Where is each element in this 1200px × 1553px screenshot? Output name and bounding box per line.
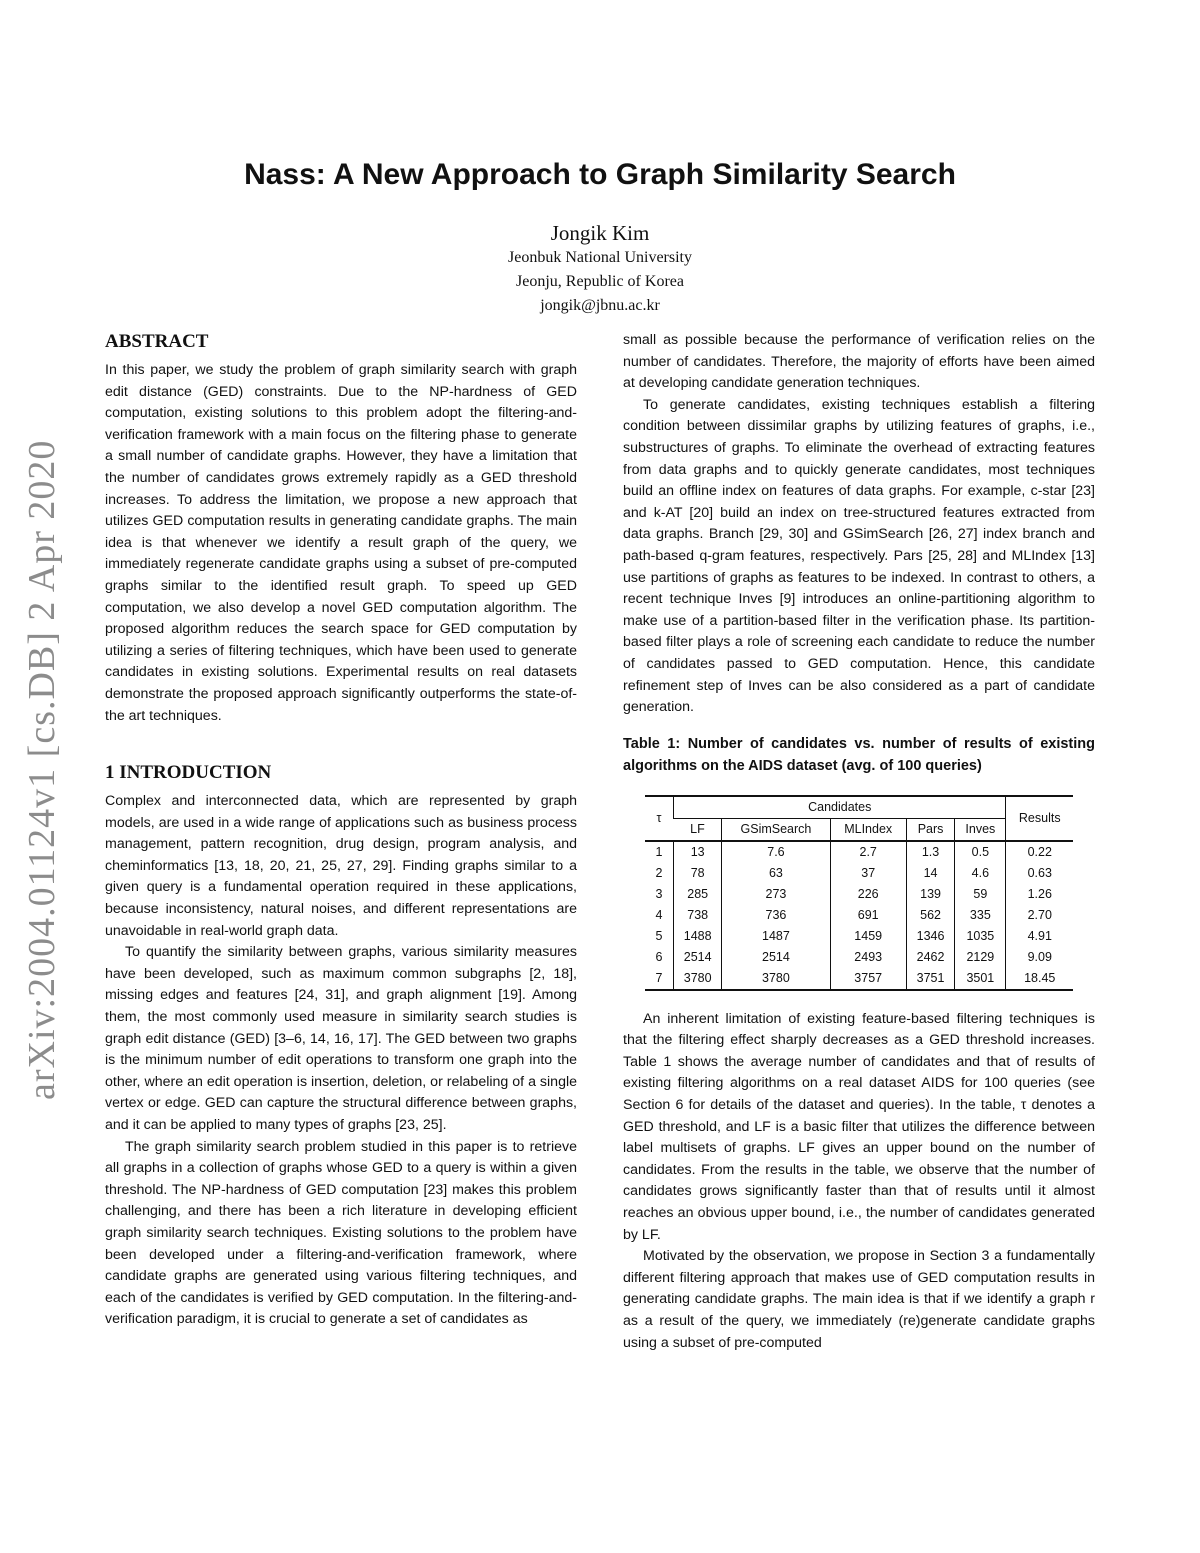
table-cell: 3501: [955, 968, 1006, 990]
table-cell: 78: [674, 863, 722, 884]
table-cell: 0.22: [1006, 841, 1073, 863]
table-cell: 1488: [674, 926, 722, 947]
table-cell: 59: [955, 884, 1006, 905]
table-row: [645, 968, 1073, 990]
candidates-group-header: Candidates: [674, 796, 1006, 819]
intro-paragraph-3: The graph similarity search problem studied in this paper is to retrieve all graphs in a collection of graphs whose GED to a query is within a given threshold. The NP-hardness of GED computation [23] makes this problem challenging, and there has been a rich literature in developing efficient graph similarity search techniques. Existing solutions to the problem have been developed under a filtering-and-verification framework, where candidate graphs are generated using various filtering techniques, and each of the candidates is verified by GED computation. In the filtering-and-verification paradigm, it is crucial to generate a set of candidates as: [105, 1138, 577, 1328]
arxiv-watermark: arXiv:2004.01124v1 [cs.DB] 2 Apr 2020: [21, 439, 63, 1100]
table-cell: 18.45: [1006, 968, 1073, 990]
table-cell: 226: [830, 884, 906, 905]
results-header: Results: [1006, 796, 1073, 841]
table-cell: 1.3: [906, 841, 954, 863]
author-email: jongik@jbnu.ac.kr: [540, 297, 660, 314]
table-cell: 1346: [906, 926, 954, 947]
right-column: [623, 330, 1095, 1354]
column-header-pars: Pars: [906, 818, 954, 841]
table-cell: 2514: [722, 947, 830, 968]
intro-paragraph-1: Complex and interconnected data, which are represented by graph models, are used in a wide range of applications such as business process management, pattern recognition, drug design, program analysis, and cheminformatics [13, 18, 20, 21, 25, 27, 29]. Finding graphs similar to a given query is a fundamental operation required in these applications, because inconsistency, natural noises, and different representations are unavoidable in real-world graph data.: [105, 793, 577, 939]
right-paragraph-3: An inherent limitation of existing feature-based filtering techniques is that the filtering effect sharply decreases as a GED threshold increases. Table 1 shows the average number of candidates and that of results of existing filtering algorithms on a real dataset AIDS for 100 queries (see Section 6 for details of the dataset and queries). In the table, τ denotes a GED threshold, and LF is a basic filter that utilizes the difference between label multisets of graphs. LF gives an upper bound on the number of candidates. From the results in the table, we observe that the number of candidates grows significantly faster than that of results until it almost reaches an obvious upper bound, i.e., the number of candidates generated by LF.: [623, 1010, 1095, 1243]
table-cell: 2514: [674, 947, 722, 968]
table-cell: 4.91: [1006, 926, 1073, 947]
table-cell: 2129: [955, 947, 1006, 968]
column-header-lf: LF: [674, 818, 722, 841]
table-cell: 3: [655, 886, 663, 901]
table-cell: 1: [645, 841, 674, 863]
table-cell: 0.63: [1006, 863, 1073, 884]
table-row: [645, 841, 1073, 863]
table-cell: 1487: [722, 926, 830, 947]
right-paragraph-1: small as possible because the performance of verification relies on the number of candidates. Therefore, the majority of efforts have been aimed at developing candidate generation techniques.: [623, 332, 1095, 392]
column-header-gsimsearch: GSimSearch: [722, 818, 830, 841]
table-row: [645, 905, 1073, 926]
column-header-inves: Inves: [955, 818, 1006, 841]
abstract-heading: ABSTRACT: [105, 331, 209, 352]
table-cell: 2.70: [1006, 905, 1073, 926]
table-cell: 1035: [955, 926, 1006, 947]
table-cell: 3780: [674, 968, 722, 990]
table-cell: 562: [906, 905, 954, 926]
table-cell: 5: [655, 928, 663, 943]
tau-header: τ: [645, 796, 674, 841]
table-row: [645, 947, 1073, 968]
table-cell: 7.6: [722, 841, 830, 863]
table-row: [645, 884, 1073, 905]
table-cell: 139: [906, 884, 954, 905]
table-row: [645, 926, 1073, 947]
author-location: Jeonju, Republic of Korea: [516, 273, 684, 290]
table-cell: 736: [722, 905, 830, 926]
table-cell: 691: [830, 905, 906, 926]
table-cell: 37: [830, 863, 906, 884]
paper-title: Nass: A New Approach to Graph Similarity Search: [244, 158, 956, 191]
table-cell: 7: [645, 968, 674, 990]
table-cell: 2: [655, 865, 663, 880]
abstract-text: In this paper, we study the problem of graph similarity search with graph edit distance (GED) constraints. Due to the NP-hardness of GED computation, existing solutions to this problem adopt the filtering-and-verification framework with a main focus on the filtering phase to generate a small number of candidate graphs. However, they have a limitation that the number of candidates grows extremely rapidly as a GED threshold increases. To address the limitation, we propose a new approach that utilizes GED computation results in generating candidate graphs. The main idea is that whenever we identify a result graph of the query, we immediately regenerate candidate graphs using a subset of pre-computed graphs similar to the identified result graph. To speed up GED computation, we also develop a novel GED computation algorithm. The proposed algorithm reduces the search space for GED computation by utilizing a series of filtering techniques, which have been used to generate candidates in existing solutions. Experimental results on real datasets demonstrate the proposed approach significantly outperforms the state-of-the art techniques.: [105, 362, 577, 724]
table-cell: 3780: [722, 968, 830, 990]
table-cell: 6: [655, 949, 663, 964]
table-caption: Table 1: Number of candidates vs. number of results of existing algorithms on the AIDS dataset (avg. of 100 queries): [623, 735, 1095, 774]
table-cell: 3751: [906, 968, 954, 990]
table-cell: 2.7: [830, 841, 906, 863]
table-cell: 9.09: [1006, 947, 1073, 968]
table-cell: 13: [674, 841, 722, 863]
table-cell: 1.26: [1006, 884, 1073, 905]
right-paragraph-2: To generate candidates, existing techniques establish a filtering condition between dissimilar graphs by utilizing features of graphs, i.e., substructures of graphs. To eliminate the overhead of extracting features from data graphs and to quickly generate candidates, most techniques build an offline index on features of data graphs. For example, c-star [23] and k-AT [20] build an index on tree-structured features extracted from data graphs. Branch [29, 30] and GSimSearch [26, 27] index branch and path-based q-gram features, respectively. Pars [25, 28] and MLIndex [13] use partitions of graphs as features to be indexed. In contrast to others, a recent technique Inves [9] introduces an online-partitioning algorithm to make use of a partition-based filter in the verification phase. Its partition-based filter plays a role of screening each candidate to reduce the number of candidates passed to GED computation. Hence, this candidate refinement step of Inves can be also considered as a part of candidate generation.: [623, 396, 1095, 716]
table-row: [645, 863, 1073, 884]
table-cell: 0.5: [955, 841, 1006, 863]
author-block: [0, 220, 1200, 318]
introduction-heading: 1 INTRODUCTION: [105, 762, 272, 784]
author-affiliation: Jeonbuk National University: [508, 249, 692, 266]
table-cell: 273: [722, 884, 830, 905]
left-column: [105, 330, 577, 1331]
table-cell: 4.6: [955, 863, 1006, 884]
table-cell: 738: [674, 905, 722, 926]
table-cell: 2462: [906, 947, 954, 968]
table-cell: 63: [722, 863, 830, 884]
candidates-table: [645, 795, 1073, 991]
column-header-mlindex: MLIndex: [830, 818, 906, 841]
author-name: Jongik Kim: [550, 221, 650, 245]
table-cell: 2493: [830, 947, 906, 968]
table-cell: 4: [655, 907, 663, 922]
table-cell: 3757: [830, 968, 906, 990]
right-paragraph-4: Motivated by the observation, we propose in Section 3 a fundamentally different filtering approach that makes use of GED computation results in generating candidate graphs. The main idea is that if we identify a graph r as a result of the query, we immediately (re)generate candidate graphs using a subset of pre-computed: [623, 1248, 1095, 1351]
table-cell: 335: [955, 905, 1006, 926]
table-cell: 14: [906, 863, 954, 884]
intro-paragraph-2: To quantify the similarity between graphs, various similarity measures have been developed, such as maximum common subgraphs [2, 18], missing edges and features [24, 31], and graph alignment [19]. Among them, the most commonly used measure in similarity search studies is graph edit distance (GED) [3–6, 14, 16, 17]. The GED between two graphs is the minimum number of edit operations to transform one graph into the other, where an edit operation is insertion, deletion, or relabeling of a single vertex or edge. GED can capture the structural difference between graphs, and it can be applied to many types of graphs [23, 25].: [105, 944, 577, 1133]
table-cell: 1459: [830, 926, 906, 947]
table-cell: 285: [674, 884, 722, 905]
